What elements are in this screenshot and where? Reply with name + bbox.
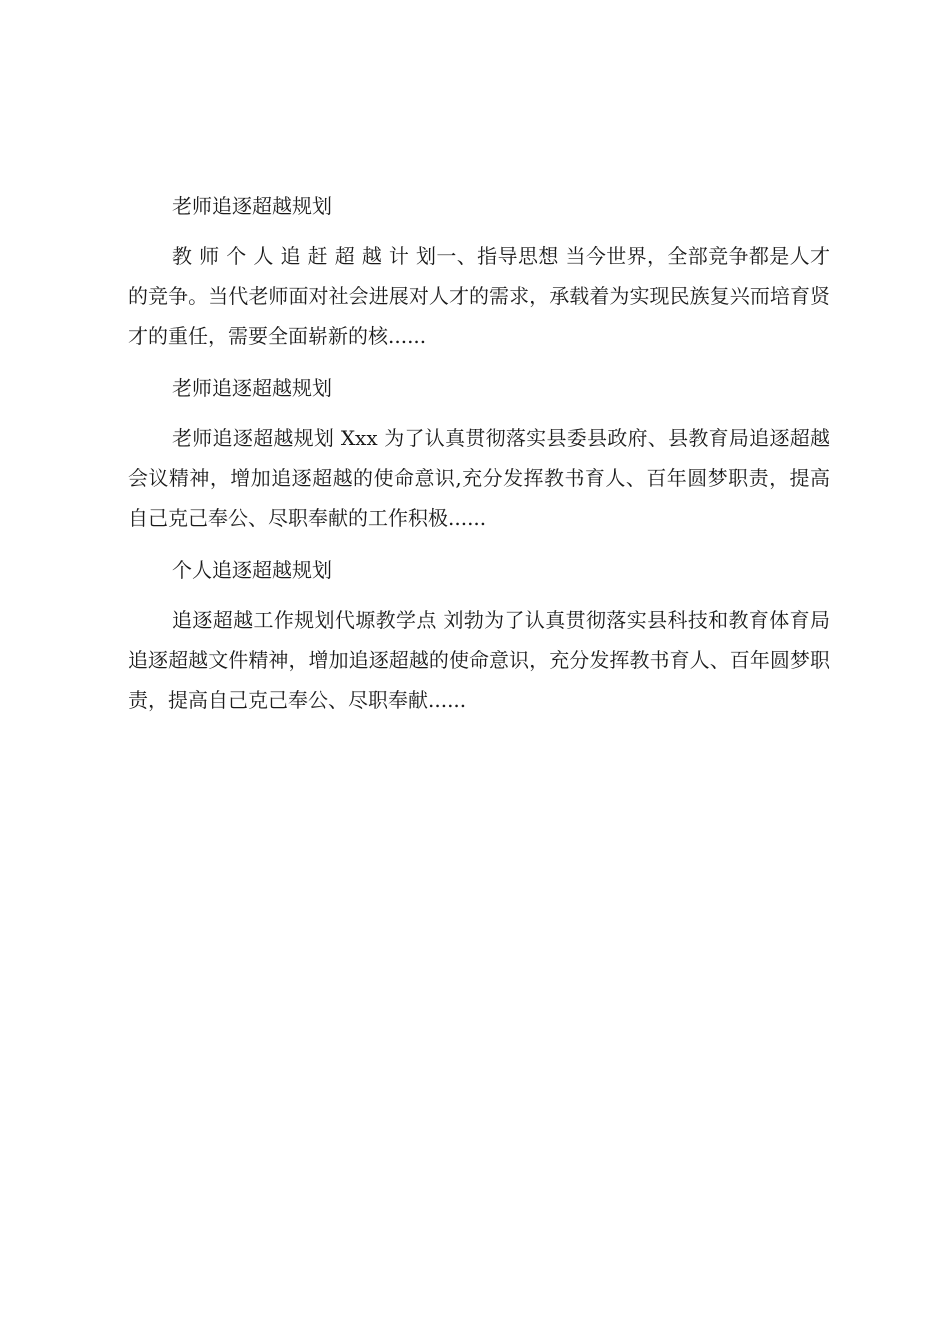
section-1-heading: 老师追逐超越规划: [172, 194, 332, 218]
spacer: [128, 538, 830, 550]
spacer: [128, 590, 830, 600]
spacer: [128, 408, 830, 418]
spacer: [128, 356, 830, 368]
section-2-body: 老师追逐超越规划 Xxx 为了认真贯彻落实县委县政府、县教育局追逐超越会议精神，增加追逐超越的使命意识,充分发挥教书育人、百年圆梦职责，提高自己克己奉公、尽职奉献的工作积极......: [128, 426, 830, 530]
section-3-heading: 个人追逐超越规划: [172, 558, 332, 582]
section-3-body: 追逐超越工作规划代塬教学点 刘勃为了认真贯彻落实县科技和教育体育局追逐超越文件精神，增加追逐超越的使命意识，充分发挥教书育人、百年圆梦职责，提高自己克己奉公、尽职奉献......: [128, 608, 830, 712]
section-1-body: 教 师 个 人 追 赶 超 越 计 划一、指导思想 当今世界，全部竞争都是人才的竞争。当代老师面对社会进展对人才的需求，承载着为实现民族复兴而培育贤才的重任，需要全面崭新的核......: [128, 244, 830, 348]
spacer: [128, 226, 830, 236]
document-content: [128, 186, 830, 720]
section-2-heading: 老师追逐超越规划: [172, 376, 332, 400]
